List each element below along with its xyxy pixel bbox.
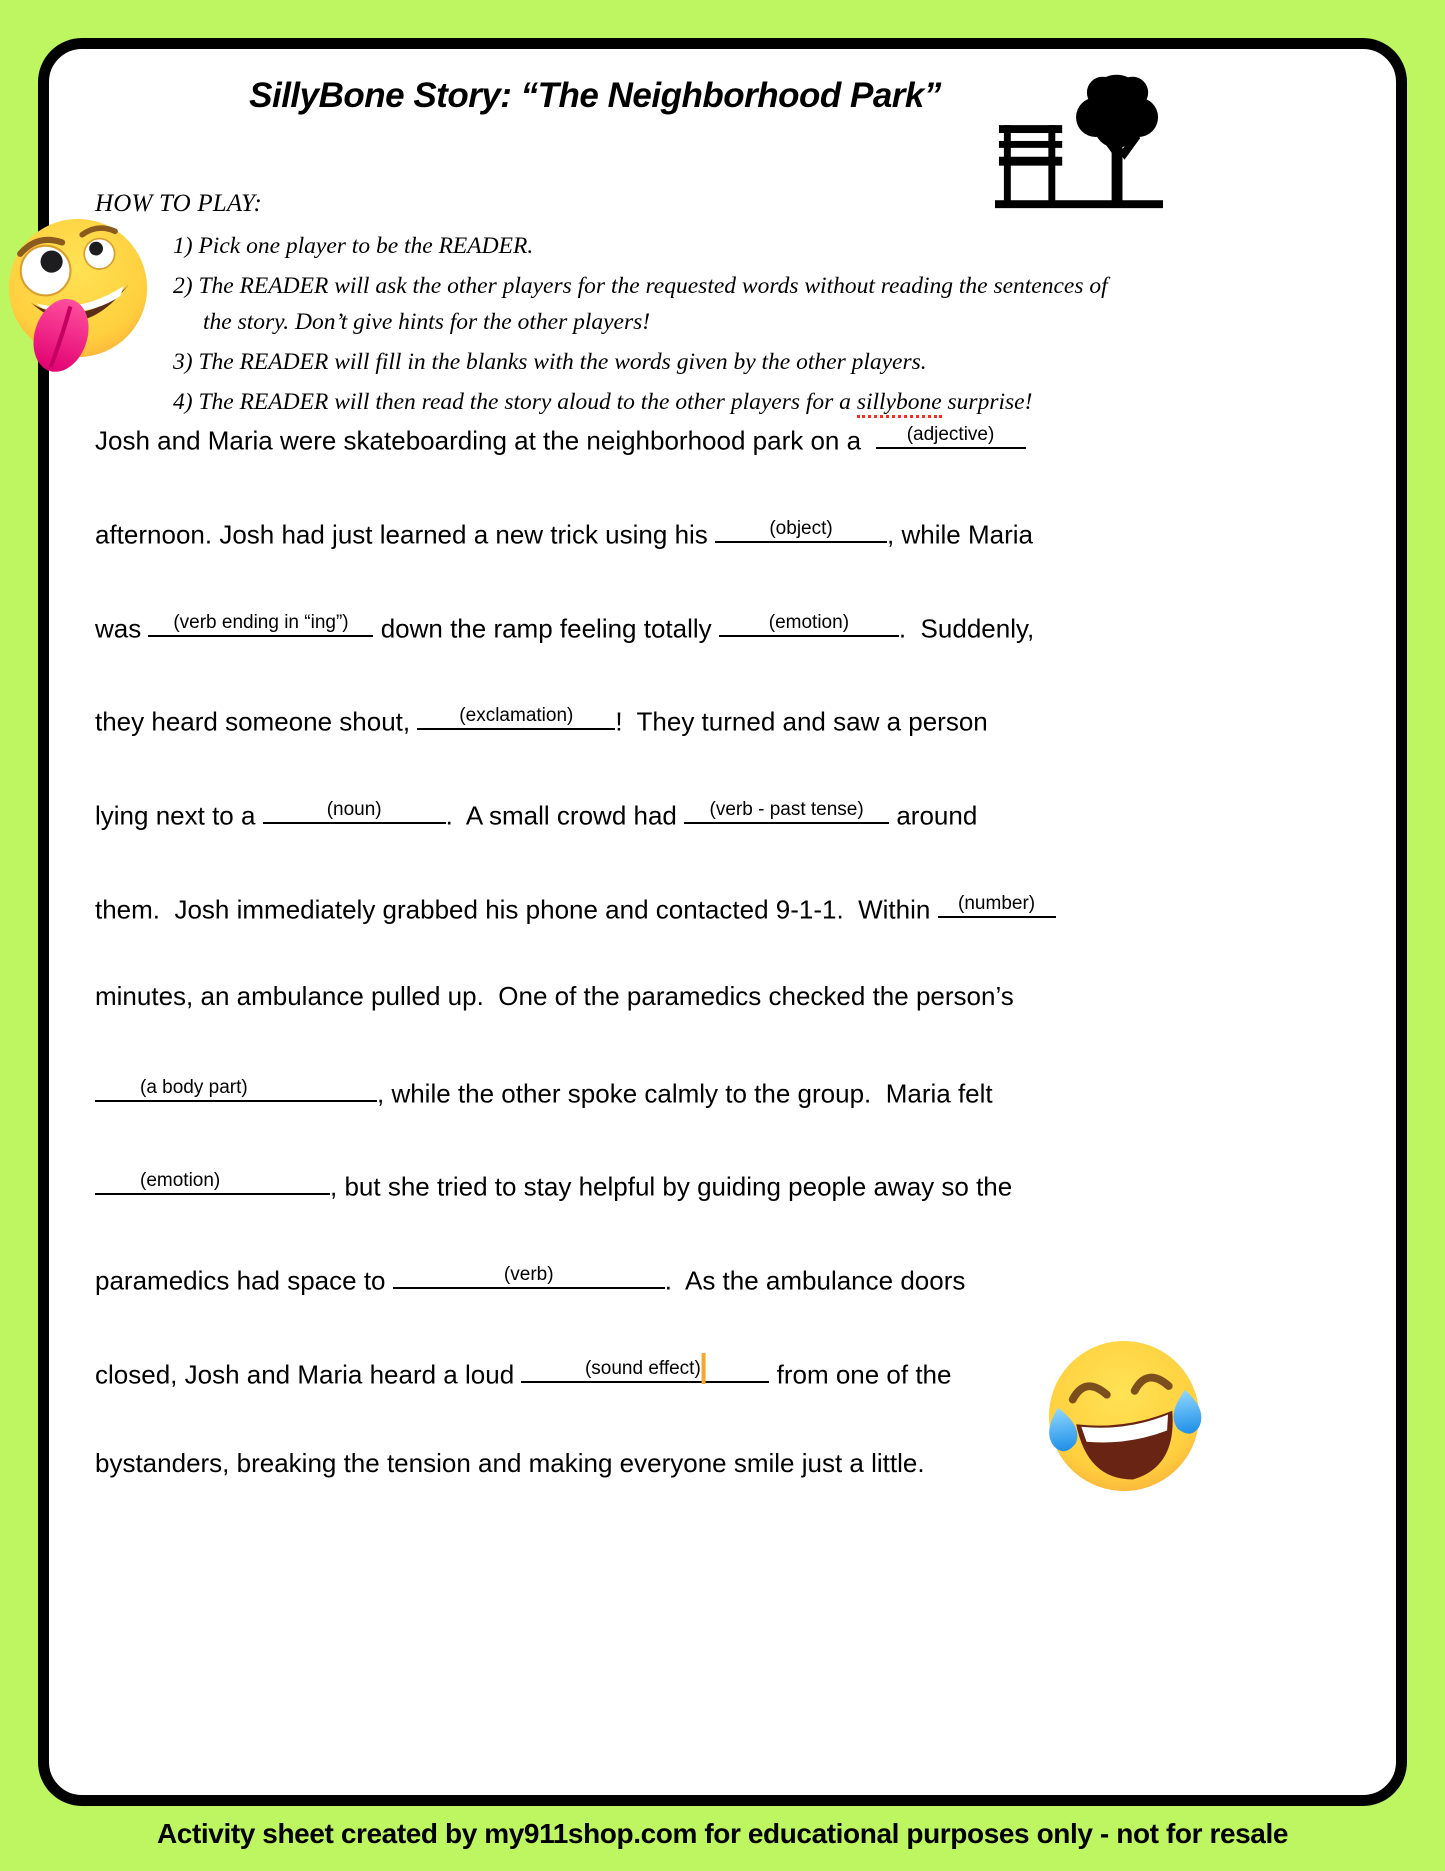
story-line [95,514,1033,550]
story-text: they heard someone shout, [95,706,418,737]
fill-in-blank[interactable] [417,701,615,730]
blank-word-type-label: (exclamation) [459,705,574,726]
story-line [95,701,988,737]
blank-word-type-label: (sound effect) [585,1358,706,1389]
step-text: surprise! [941,389,1033,415]
fill-in-blank[interactable] [876,420,1026,449]
blank-word-type-label: (verb) [503,1264,554,1285]
story-text: closed, Josh and Maria heard a loud [95,1359,522,1390]
step-text: 4) The READER will then read the story aloud to the other players for a [173,389,857,415]
story-line [95,1166,1012,1202]
how-to-play-heading: HOW TO PLAY: [95,190,263,217]
story-text: them. Josh immediately grabbed his phone and contacted 9-1-1. Within [95,894,938,925]
story-line [95,420,1026,456]
story-text: was [95,613,149,644]
story-text: from one of the [769,1359,952,1390]
blank-word-type-label: (adjective) [906,424,995,445]
blank-word-type-label: (number) [958,893,1036,914]
blank-word-type-label: (noun) [326,799,382,820]
story-text: bystanders, breaking the tension and making everyone smile just a little. [95,1448,925,1478]
blank-word-type-label: (verb ending in “ing”) [173,612,349,633]
story-line [95,1354,951,1390]
story-line [95,1260,965,1296]
story-text: , while Maria [887,519,1033,550]
story-text: around [889,800,978,831]
fill-in-blank[interactable] [95,1166,330,1195]
blank-word-type-label: (emotion) [140,1170,221,1191]
story-text: lying next to a [95,800,263,831]
story-text: down the ramp feeling totally [373,613,719,644]
footer-attribution: Activity sheet created by my911shop.com for educational purposes only - not for resale [156,1818,1289,1849]
story-line [95,1073,993,1109]
blank-word-type-label: (emotion) [768,612,850,633]
fill-in-blank[interactable] [521,1354,769,1383]
blank-word-type-label: (object) [769,518,833,539]
fill-in-blank[interactable] [719,608,899,637]
story-text: . Suddenly, [898,613,1035,644]
face-with-tears-of-joy-emoji [1038,1330,1210,1502]
story-text: minutes, an ambulance pulled up. One of the paramedics checked the person’s [95,981,1014,1011]
story-line [95,795,977,831]
how-to-play-step [173,268,1125,340]
story-text: Josh and Maria were skateboarding at the neighborhood park on a [95,425,876,456]
story-line [95,889,1056,925]
fill-in-blank[interactable] [684,795,889,824]
step-text: 1) Pick one player to be the READER. [173,233,534,259]
story-line [95,1448,925,1479]
fill-in-blank[interactable] [938,889,1056,918]
page-title: SillyBone Story: “The Neighborhood Park” [249,76,941,115]
story-line [95,608,1034,644]
story-text: , while the other spoke calmly to the group. Maria felt [377,1078,993,1109]
fill-in-blank[interactable] [95,1073,377,1102]
story-text: afternoon. Josh had just learned a new trick using his [95,519,716,550]
step-text: 2) The READER will ask the other players for the requested words without reading the sentences of the story. Don’t give hints for the other players! [173,273,1108,335]
text-cursor [702,1353,706,1384]
how-to-play-section [95,190,1165,424]
fill-in-blank[interactable] [148,608,373,637]
how-to-play-step [173,344,1125,380]
fill-in-blank[interactable] [393,1260,665,1289]
story-text: , but she tried to stay helpful by guiding people away so the [330,1171,1013,1202]
story-text: . As the ambulance doors [664,1265,966,1296]
fill-in-blank[interactable] [263,795,446,824]
how-to-play-step [173,228,1125,264]
step-text: 3) The READER will fill in the blanks with the words given by the other players. [173,349,927,375]
misspelled-word: sillybone [857,389,942,418]
how-to-play-step [173,384,1125,420]
blank-word-type-label: (a body part) [140,1077,248,1098]
how-to-play-steps [173,228,1125,420]
fill-in-blank[interactable] [715,514,887,543]
blank-word-type-label: (verb - past tense) [709,799,864,820]
story-line [95,981,1014,1012]
story-text: ! They turned and saw a person [615,706,988,737]
story-text: . A small crowd had [445,800,685,831]
story-text: paramedics had space to [95,1265,393,1296]
